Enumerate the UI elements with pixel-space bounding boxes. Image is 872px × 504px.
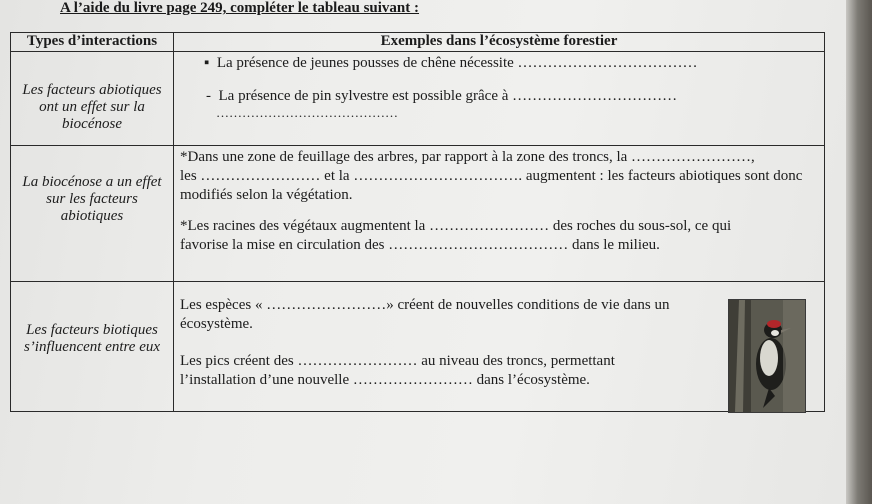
type-label: Les facteurs abiotiques ont un effet sur la biocénose [22, 82, 162, 132]
woodpecker-photo [728, 299, 806, 413]
example-line: …………………………………… [216, 105, 398, 120]
interactions-table [10, 32, 825, 412]
woodpecker-icon [729, 300, 805, 412]
type-cell-biotic-influence [11, 282, 174, 412]
table-row [11, 52, 825, 146]
example-line: l’installation d’une nouvelle …………………… dans l’écosystème. [180, 372, 590, 388]
example-line: Les pics créent des …………………… au niveau des troncs, permettant [180, 353, 615, 369]
examples-cell-2 [174, 146, 825, 282]
examples-cell-3 [174, 282, 825, 412]
header-types: Types d’interactions [11, 33, 174, 52]
type-label: La biocénose a un effet sur les facteurs abiotiques [22, 174, 162, 224]
type-cell-abiotic-effect [11, 52, 174, 146]
example-line: *Dans une zone de feuillage des arbres, par rapport à la zone des troncs, la ……………………, [180, 149, 755, 165]
page-edge-shadow [846, 0, 872, 504]
example-line: Les espèces « ……………………» créent de nouvelles conditions de vie dans un [180, 297, 670, 313]
example-line: ▪ La présence de jeunes pousses de chêne nécessite ……………………………… [204, 55, 698, 71]
example-line: écosystème. [180, 316, 253, 332]
header-examples: Exemples dans l’écosystème forestier [174, 33, 825, 52]
example-line: *Les racines des végétaux augmentent la …………………… des roches du sous-sol, ce qui [180, 218, 732, 234]
example-line: - La présence de pin sylvestre est possible grâce à …………………………… [206, 88, 678, 104]
type-label: Les facteurs biotiques s’influencent entre eux [23, 322, 161, 355]
example-line: favorise la mise en circulation des ……………………………… dans le milieu. [180, 237, 660, 253]
table-header-row [11, 33, 825, 52]
table-row [11, 146, 825, 282]
example-line: les …………………… et la ……………………………. augmentent : les facteurs abiotiques sont donc [180, 168, 803, 184]
instruction-title: A l’aide du livre page 249, compléter le tableau suivant : [60, 0, 420, 16]
examples-cell-1 [174, 52, 825, 146]
table-row [11, 282, 825, 412]
type-cell-biocenosis-effect [11, 146, 174, 282]
example-line: modifiés selon la végétation. [180, 187, 353, 203]
